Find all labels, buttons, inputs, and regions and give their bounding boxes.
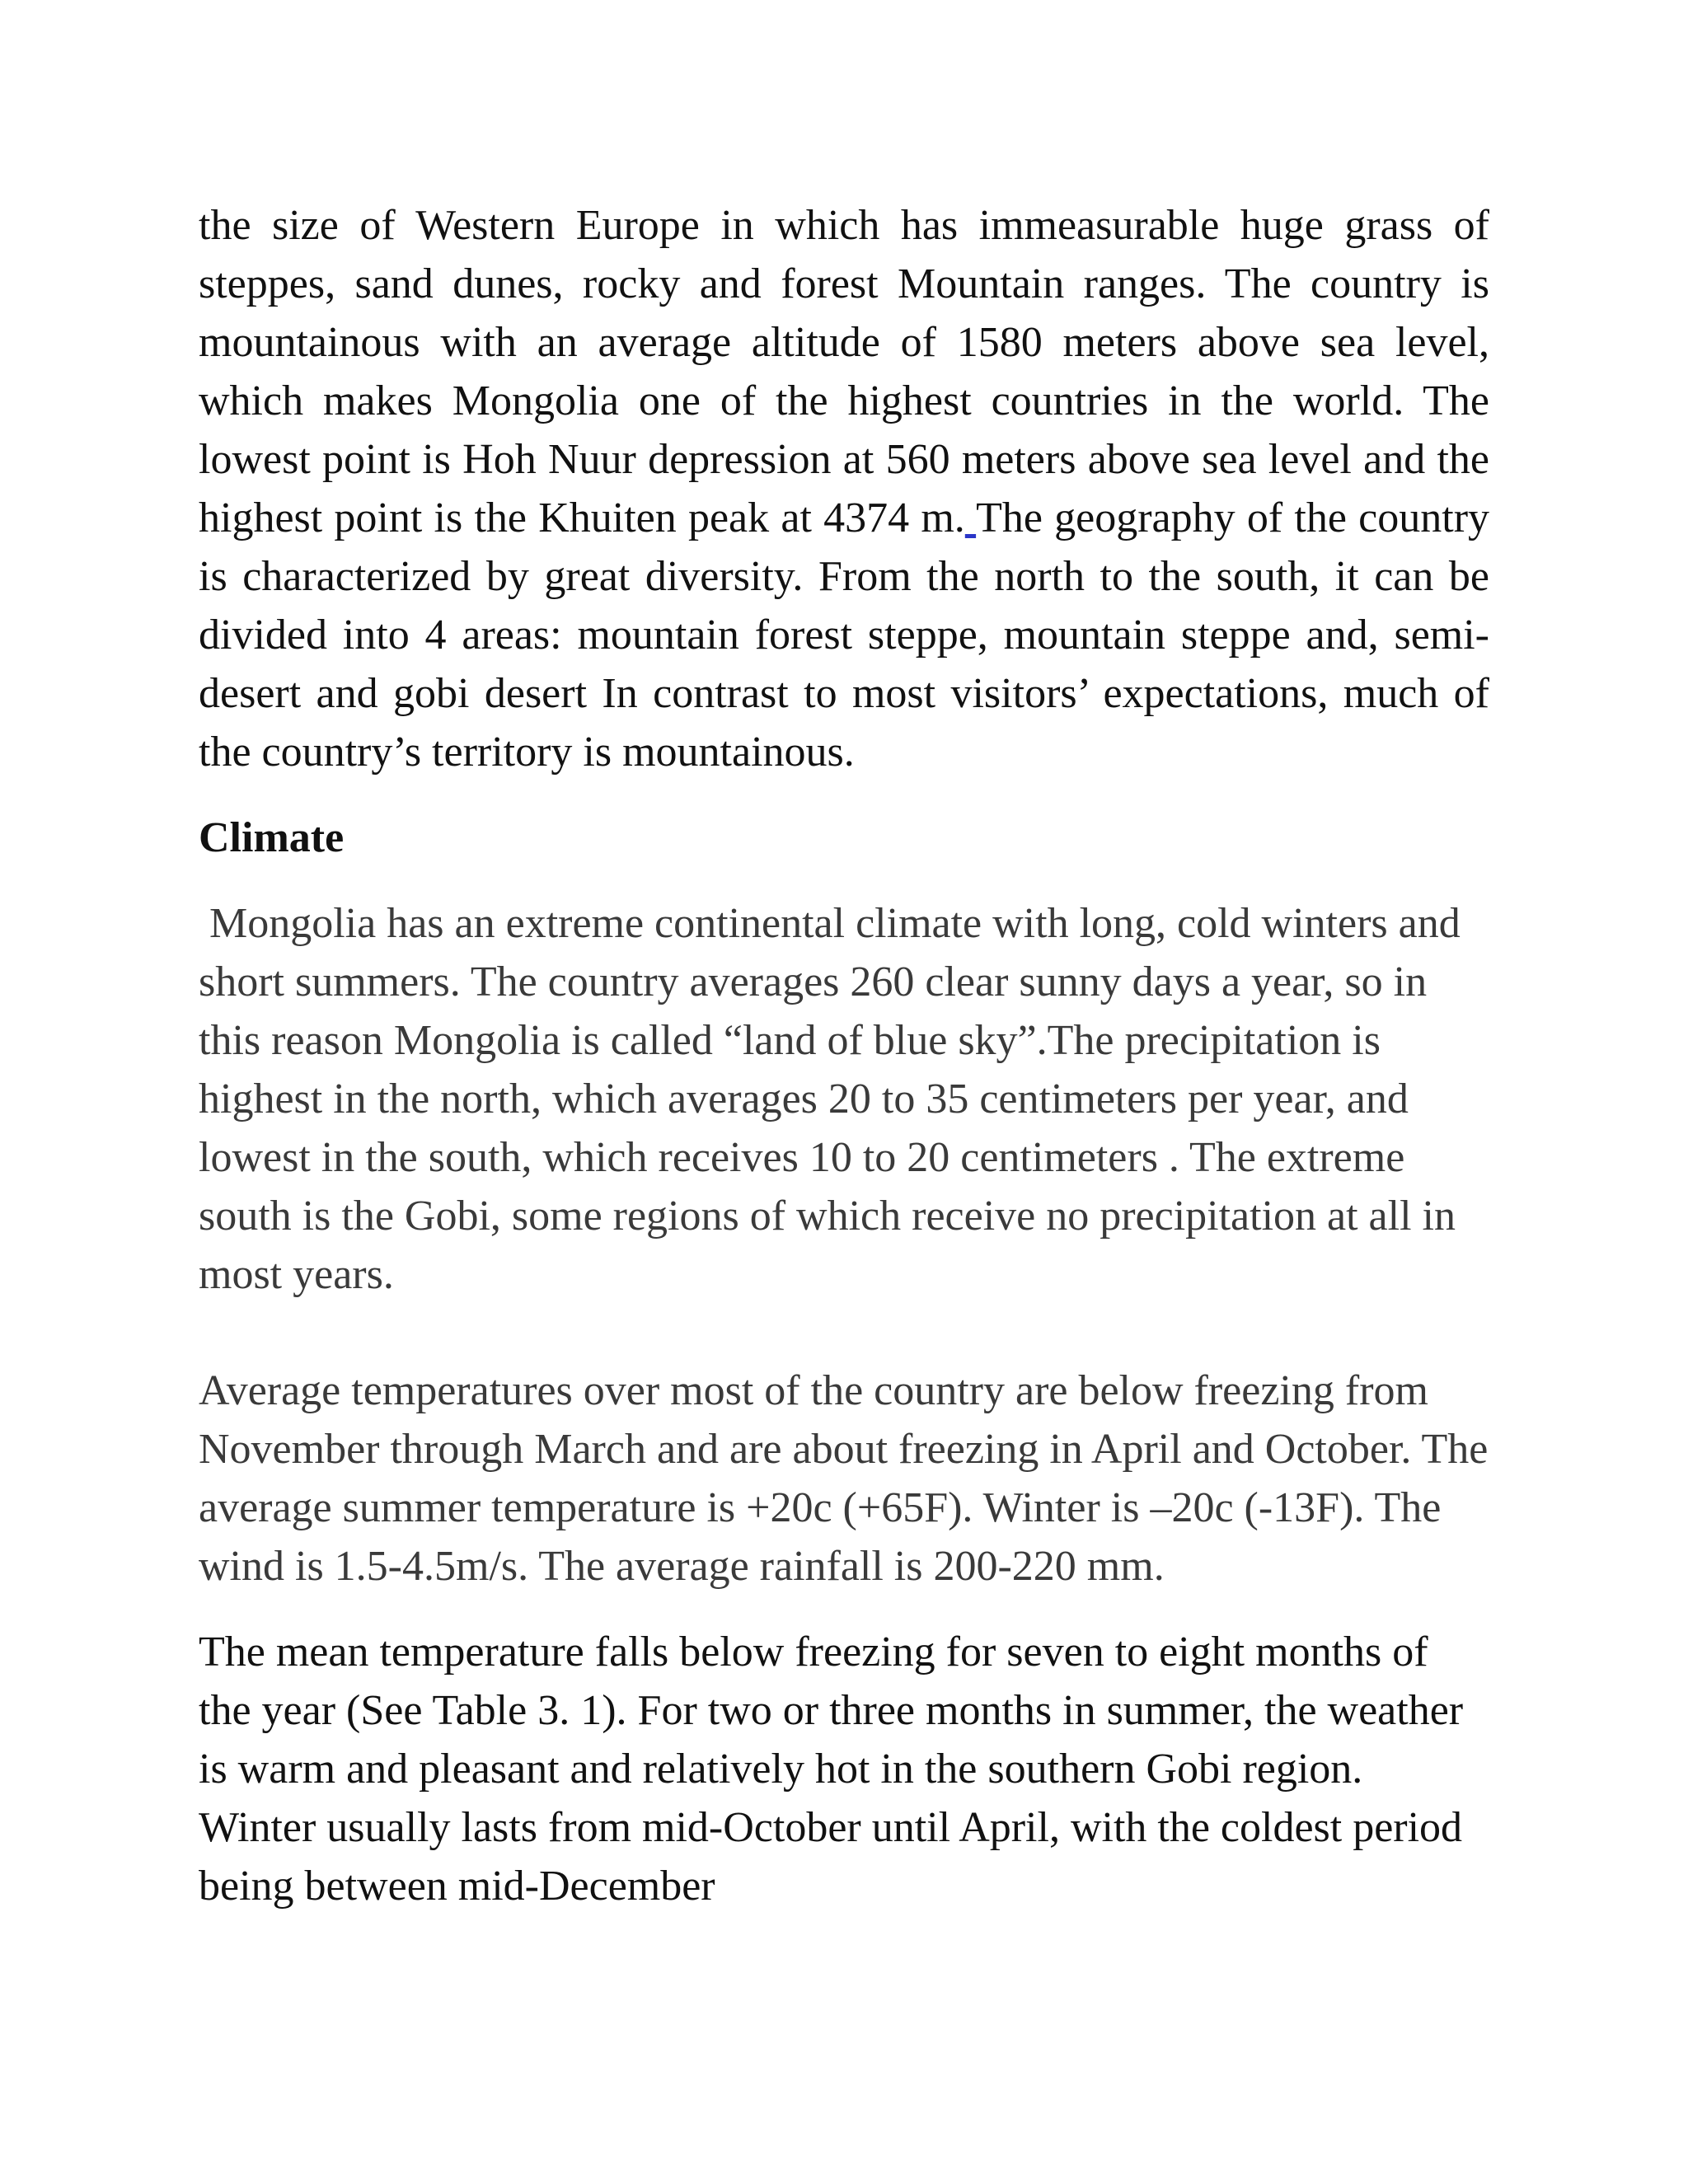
spacer <box>199 1304 1489 1361</box>
underline-mark-1 <box>965 494 976 541</box>
geography-text-part-2: The geography of the country <box>976 494 1490 541</box>
geography-paragraph <box>199 196 1489 781</box>
document-body <box>199 196 1489 1915</box>
spacer <box>199 1596 1489 1623</box>
temperature-paragraph: Average temperatures over most of the country are below freezing from November through March and are about freezing in April and October. The average summer temperature is +20c (+65F). Winter is –20c (-13F). The wind is 1.5-4.5m/s. The average rainfall is 200-220 mm. <box>199 1367 1489 1590</box>
spacer <box>199 781 1489 808</box>
climate-heading: Climate <box>199 814 345 861</box>
geography-text-part-1: the size of Western Europe in which has immeasurable huge grass of steppes, sand dunes, rocky and forest Mountain ranges. The country is mountainous with an average altitude of 1580 meters above sea level, which makes Mongolia one of the highest countries in the world. The lowest point is Hoh Nuur depression at 560 meters above sea level and the highest point is the Khuiten peak at 4374 m. <box>199 202 1489 541</box>
mean-temperature-paragraph: The mean temperature falls below freezing for seven to eight months of the year (See Table 3. 1). For two or three months in summer, the weather is warm and pleasant and relatively hot in the southern Gobi region. Winter usually lasts from mid-October until April, with the coldest period being between mid-December <box>199 1629 1464 1910</box>
climate-paragraph: Mongolia has an extreme continental climate with long, cold winters and short summers. The country averages 260 clear sunny days a year, so in this reason Mongolia is called “land of blue sky”.The precipitation is highest in the north, which averages 20 to 35 centimeters per year, and lowest in the south, which receives 10 to 20 centimeters . The extreme south is the Gobi, some regions of which receive no precipitation at all in most years. <box>199 900 1471 1298</box>
geography-text-part-3: is characterized by great diversity. From the north to the south, it can be divided into 4 areas: mountain forest steppe, mountain steppe and, semi-desert and gobi desert In contrast to most visitors’ expectations, much of the country’s territory is mountainous. <box>199 553 1489 776</box>
spacer <box>199 867 1489 894</box>
